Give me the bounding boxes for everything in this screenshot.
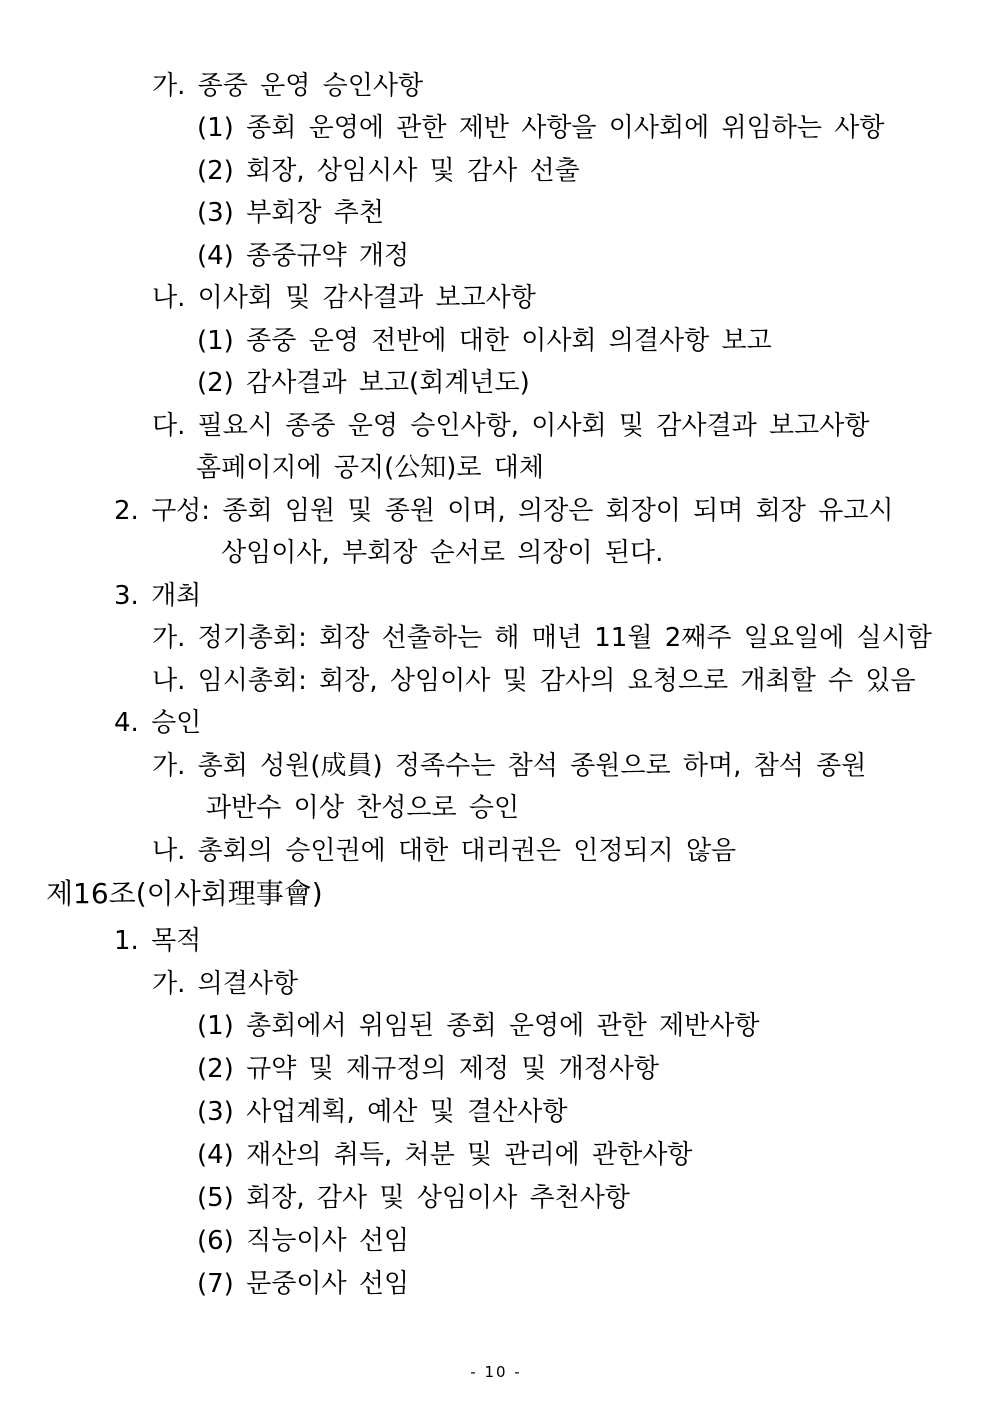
item-ga-approval: 가. 종중 운영 승인사항 bbox=[152, 71, 424, 101]
list-item: (3) 사업계획, 예산 및 결산사항 bbox=[197, 1097, 568, 1127]
item-na-report: 나. 이사회 및 감사결과 보고사항 bbox=[152, 283, 536, 313]
section-4-na: 나. 총회의 승인권에 대한 대리권은 인정되지 않음 bbox=[152, 836, 737, 866]
list-item: (1) 총회에서 위임된 종회 운영에 관한 제반사항 bbox=[197, 1011, 760, 1041]
list-item: 가. 정기총회: 회장 선출하는 해 매년 11월 2째주 일요일에 실시함 bbox=[152, 623, 932, 653]
list-item: (2) 규약 및 제규정의 제정 및 개정사항 bbox=[197, 1054, 660, 1084]
section-4-ga-line2: 과반수 이상 찬성으로 승인 bbox=[206, 793, 520, 823]
list-item: (7) 문중이사 선임 bbox=[197, 1269, 410, 1299]
list-item: (6) 직능이사 선임 bbox=[197, 1226, 410, 1256]
purpose-heading: 1. 목적 bbox=[114, 926, 202, 956]
list-item: (3) 부회장 추천 bbox=[197, 198, 384, 228]
section-4-ga-line1: 가. 총회 성원(成員) 정족수는 참석 종원으로 하며, 참석 종원 bbox=[152, 751, 867, 781]
list-item: (1) 종중 운영 전반에 대한 이사회 의결사항 보고 bbox=[197, 326, 772, 356]
item-da-line1: 다. 필요시 종중 운영 승인사항, 이사회 및 감사결과 보고사항 bbox=[152, 411, 870, 441]
list-item: (4) 재산의 취득, 처분 및 관리에 관한사항 bbox=[197, 1140, 693, 1170]
resolution-heading: 가. 의결사항 bbox=[152, 969, 299, 999]
section-2-line2: 상임이사, 부회장 순서로 의장이 된다. bbox=[221, 538, 664, 568]
list-item: (2) 감사결과 보고(회계년도) bbox=[197, 368, 530, 398]
section-2-line1: 2. 구성: 종회 임원 및 종원 이며, 의장은 회장이 되며 회장 유고시 bbox=[114, 496, 894, 526]
list-item: (5) 회장, 감사 및 상임이사 추천사항 bbox=[197, 1183, 630, 1213]
section-3-heading: 3. 개최 bbox=[114, 581, 202, 611]
page-number: - 10 - bbox=[470, 1363, 522, 1381]
list-item: (4) 종중규약 개정 bbox=[197, 241, 410, 271]
article-16-title: 제16조(이사회理事會) bbox=[46, 877, 323, 910]
item-da-line2: 홈페이지에 공지(公知)로 대체 bbox=[196, 453, 544, 483]
list-item: (2) 회장, 상임시사 및 감사 선출 bbox=[197, 156, 580, 186]
list-item: 나. 임시총회: 회장, 상임이사 및 감사의 요청으로 개최할 수 있음 bbox=[152, 666, 916, 696]
section-4-heading: 4. 승인 bbox=[114, 708, 202, 738]
list-item: (1) 종회 운영에 관한 제반 사항을 이사회에 위임하는 사항 bbox=[197, 113, 885, 143]
